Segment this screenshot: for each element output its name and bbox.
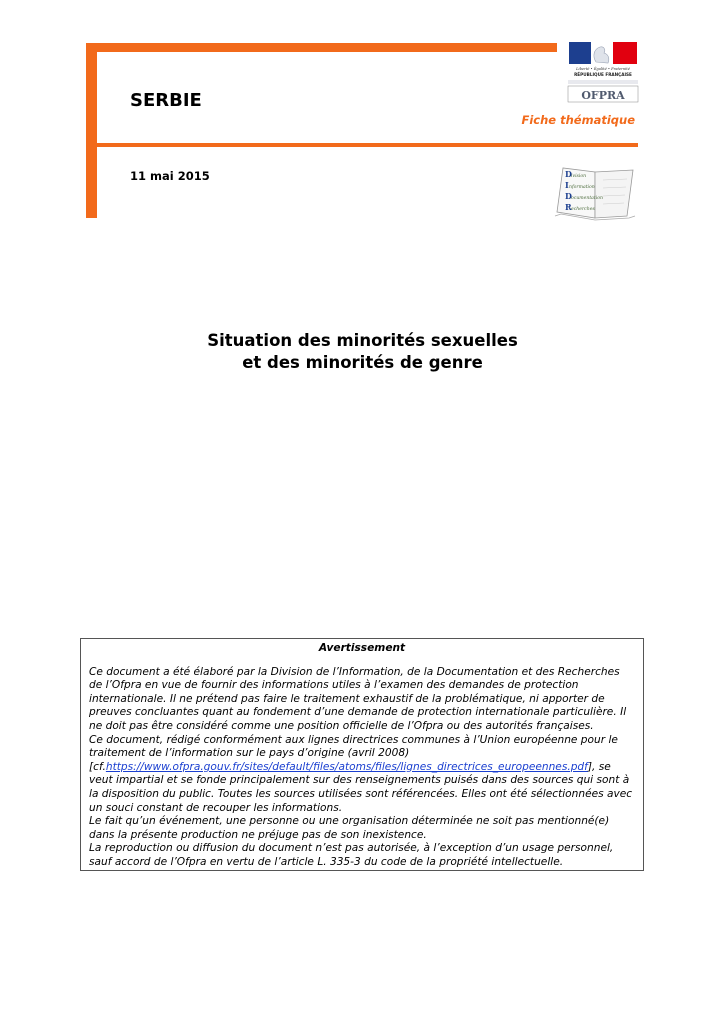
left-orange-bar bbox=[86, 43, 97, 218]
didr-book-logo bbox=[553, 164, 637, 222]
document-title-line2: et des minorités de genre bbox=[242, 353, 483, 372]
document-title bbox=[0, 330, 725, 374]
document-type: Fiche thématique bbox=[521, 113, 635, 127]
logo-motto: Liberté • Égalité • Fraternité bbox=[576, 67, 630, 71]
disclaimer-box bbox=[80, 638, 644, 871]
didr-letter-i: I bbox=[565, 180, 569, 190]
disclaimer-paragraph-4: La reproduction ou diffusion du document n’est pas autorisée, à l’exception d’un usage personnel, sauf accord de l’Ofpra en vertu de l’article L. 335-3 du code de la propriété intellectuelle. bbox=[89, 842, 614, 868]
country-title: SERBIE bbox=[130, 90, 202, 111]
logo-republique-name: RÉPUBLIQUE FRANÇAISE bbox=[574, 72, 632, 77]
republique-francaise-ofpra-logo bbox=[566, 42, 640, 104]
didr-word-documentation: ocumentation bbox=[571, 196, 603, 201]
didr-word-division: ivision bbox=[571, 174, 587, 179]
document-title-line1: Situation des minorités sexuelles bbox=[207, 331, 518, 350]
guidelines-link[interactable]: https://www.ofpra.gouv.fr/sites/default/files/atoms/files/lignes_directrices_europeennes.pdf bbox=[105, 760, 588, 773]
disclaimer-paragraph-3: Le fait qu’un événement, une personne ou une organisation déterminée ne soit pas mentionné(e) dans la présente production ne préjuge pas de son inexistence. bbox=[89, 815, 610, 841]
disclaimer-paragraph-2 bbox=[89, 734, 635, 816]
didr-letter-r: R bbox=[565, 202, 572, 212]
didr-word-recherches: echerches bbox=[571, 207, 595, 212]
disclaimer-paragraph-1: Ce document a été élaboré par la Division de l’Information, de la Documentation et des Recherches de l’Ofpra en vue de fournir des informations utiles à l’examen des demandes de protection internationale. Il ne prétend pas faire le traitement exhaustif de la problématique, ni apporter de preuves concluantes quant au fondement d’une demande de protection internationale particulière. Il ne doit pas être considéré comme une position officielle de l’Ofpra ou des autorités françaises. bbox=[89, 665, 627, 732]
didr-letter-d2: D bbox=[565, 191, 572, 201]
didr-word-information: nformation bbox=[569, 185, 595, 190]
top-orange-bar bbox=[86, 43, 557, 52]
logo-ofpra: OFPRA bbox=[581, 89, 625, 102]
disclaimer-paragraph-2-end: ], se veut impartial et se fonde principalement sur des renseignements puisés dans des sources qui sont à la disposition du public. Toutes les sources utilisées sont référencées. Elles ont été sélectionnées avec un souci constant de recouper les informations. bbox=[89, 760, 633, 814]
didr-letter-d1: D bbox=[565, 169, 572, 179]
publication-date: 11 mai 2015 bbox=[130, 169, 210, 183]
disclaimer-paragraph-2-start: Ce document, rédigé conformément aux lignes directrices communes à l’Union européenne pour le traitement de l’information sur le pays d’origine (avril 2008) [cf. bbox=[89, 733, 618, 773]
disclaimer-title: Avertissement bbox=[318, 642, 406, 654]
middle-orange-rule bbox=[97, 143, 638, 147]
